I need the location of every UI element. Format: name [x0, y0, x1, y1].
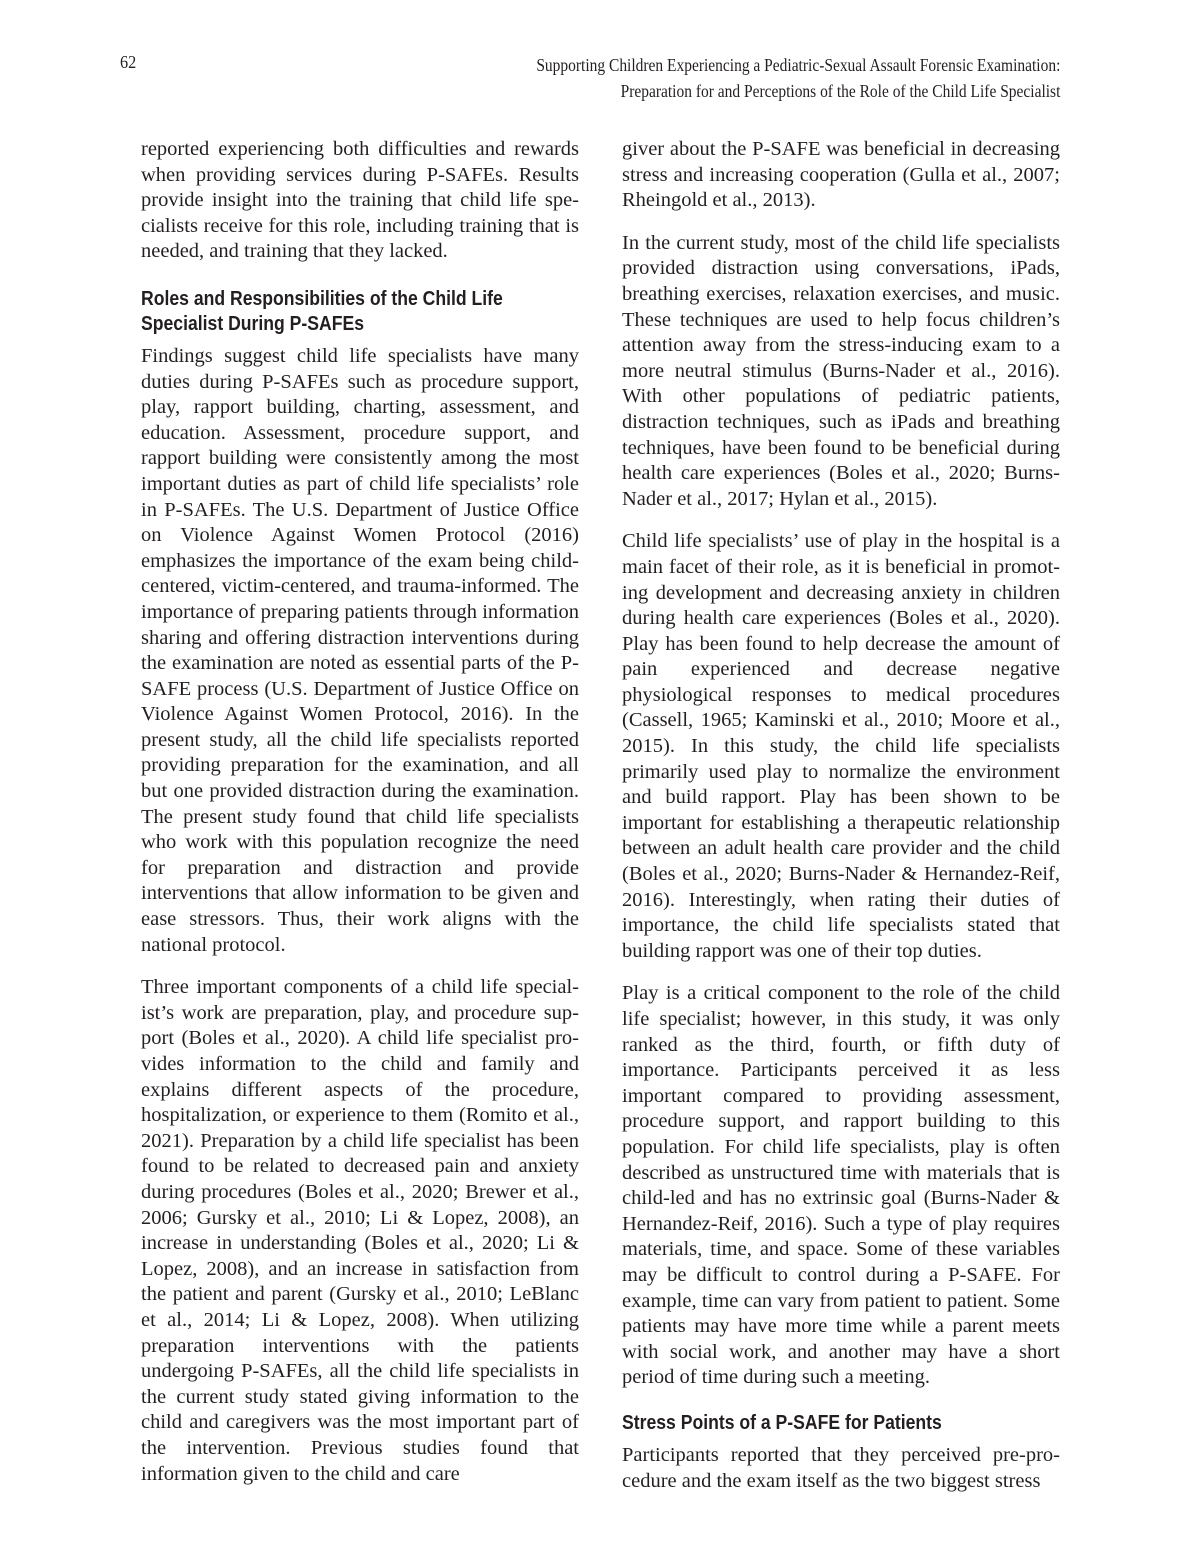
running-head — [536, 52, 1060, 104]
right-column — [622, 137, 1060, 1511]
section-heading-roles — [141, 287, 581, 337]
running-head-line-1: Supporting Children Experiencing a Pediatric-Sexual Assault Forensic Examination: — [535, 55, 1060, 75]
section-heading-line: Roles and Responsibilities of the Child Life — [141, 287, 503, 310]
running-head-line-2: Preparation for and Perceptions of the Role of the Child Life Specialist — [620, 81, 1060, 101]
paragraph: Play is a critical component to the role of the child life specialist; however, in this study, it was only ranked as the third, fourth, or fifth duty of importance. Participants perceived it as less important compared to providing assessment, procedure support, and rapport building to this population. For child life specialists, play is often described as unstructured time with materials that is child-led and has no extrinsic goal (Burns-Nader & Hernandez-Reif, 2016). Such a type of play requires materials, time, and space. Some of these variables may be difficult to control during a P-SAFE. For example, time can vary from patient to patient. Some patients may have more time while a parent meets with social work, and another may have a short period of time during such a meeting. — [622, 982, 1060, 1389]
paragraph: Child life specialists’ use of play in the hospital is a main facet of their role, as it is beneficial in promoting development and decreasing anxiety in children during health care experiences (Boles et al., 2020). Play has been found to help decrease the amount of pain experienced and decrease negative physiological responses to medical procedures (Cassell, 1965; Kaminski et al., 2010; Moore et al., 2015). In this study, the child life specialists primarily used play to normalize the environment and build rapport. Play has been shown to be important for establishing a therapeutic relationship between an adult health care provider and the child (Boles et al., 2020; Burns-Nader & Hernandez-Reif, 2016). Interestingly, when rating their duties of importance, the child life specialists stated that building rapport was one of their top duties. — [622, 530, 1060, 962]
paragraph: giver about the P-SAFE was beneficial in decreasing stress and increasing cooperation (Gulla et al., 2007; Rheingold et al., 2013). — [622, 138, 1060, 212]
paragraph: In the current study, most of the child life specialists provided distraction using conversations, iPads, breathing exercises, relaxation exercises, and music. These techniques are used to help focus children’s attention away from the stress-inducing exam to a more neutral stimulus (Burns-Nader et al., 2016). With other populations of pediatric patients, distraction techniques, such as iPads and breathing techniques, have been found to be beneficial during health care experiences (Boles et al., 2020; Burns-Nader et al., 2017; Hylan et al., 2015). — [622, 231, 1060, 510]
section-heading-line: Specialist During P-SAFEs — [141, 312, 364, 335]
paragraph: reported experiencing both difficulties and rewards when providing services during P-SAFEs. Results provide insight into the training that child life specialists receive for this role, including training that is needed, and training that they lacked. — [141, 138, 579, 263]
section-heading-stress-points: Stress Points of a P-SAFE for Patients — [622, 1411, 942, 1434]
paragraph: Three important components of a child life specialist’s work are preparation, play, and procedure support (Boles et al., 2020). A child life specialist provides information to the child and family and explains different aspects of the procedure, hospitalization, or experience to them (Romito et al., 2021). Preparation by a child life specialist has been found to be related to decreased pain and anxiety during procedures (Boles et al., 2020; Brewer et al., 2006; Gursky et al., 2010; Li & Lopez, 2008), an increase in understanding (Boles et al., 2020; Li & Lopez, 2008), and an increase in satisfaction from the patient and parent (Gursky et al., 2010; LeBlanc et al., 2014; Li & Lopez, 2008). When utilizing preparation interventions with the patients undergoing P-SAFEs, all the child life specialists in the current study stated giving information to the child and caregivers was the most important part of the intervention. Previous studies found that information given to the child and care — [141, 976, 579, 1485]
paragraph: Participants reported that they perceived pre-procedure and the exam itself as the two biggest stress — [622, 1443, 1060, 1492]
left-column — [141, 137, 579, 1504]
page-number: 62 — [120, 52, 137, 72]
paragraph: Findings suggest child life specialists have many duties during P-SAFEs such as procedure support, play, rapport building, charting, assessment, and education. Assessment, procedure support, and rapport building were consistently among the most important duties as part of child life specialists’ role in P-SAFEs. The U.S. Department of Justice Office on Violence Against Women Protocol (2016) emphasizes the importance of the exam being child-centered, victim-centered, and trauma-informed. The importance of preparing patients through information sharing and offering distraction interventions during the examination are noted as essential parts of the P-SAFE process (U.S. Department of Justice Office on Violence Against Women Protocol, 2016). In the present study, all the child life specialists reported providing preparation for the examination, and all but one provided distraction during the examination. The present study found that child life specialists who work with this population recognize the need for preparation and distraction and provide interventions that allow information to be given and ease stressors. Thus, their work aligns with the national protocol. — [141, 344, 579, 956]
